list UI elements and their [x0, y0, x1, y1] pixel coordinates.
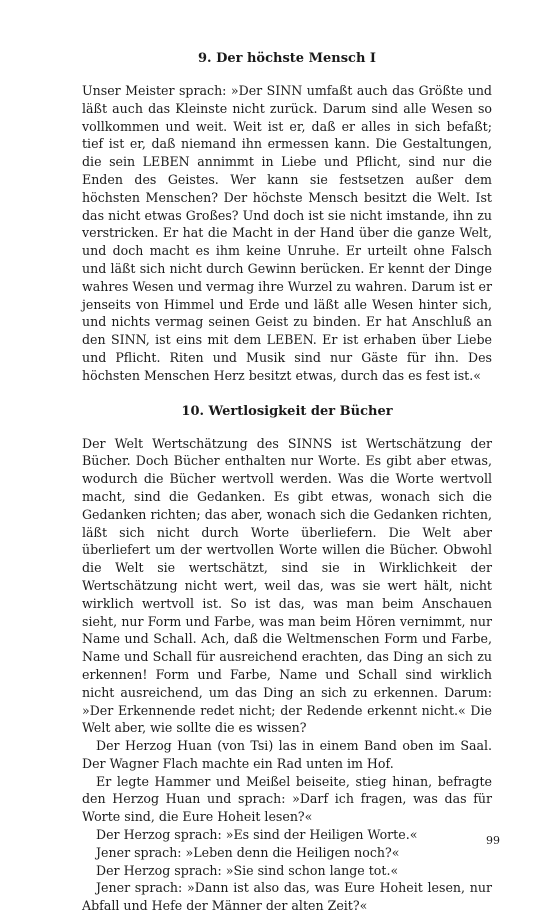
page-body [82, 50, 492, 915]
paragraph: Der Herzog Huan (von Tsi) las in einem Band oben im Saal. Der Wagner Flach machte ein Rad unten im Hof. [82, 738, 492, 771]
section-9 [82, 50, 492, 385]
paragraph: Unser Meister sprach: »Der SINN umfaßt auch das Größte und läßt auch das Kleinste nicht zurück. Darum sind alle Wesen so vollkommen und weit. Weit ist er, daß er alles in sich befaßt; tief ist er, daß niemand ihn ermessen kann. Die Gestaltungen, die sein LEBEN annimmt in Liebe und Pflicht, sind nur die Enden des Geistes. Wer kann sie festsetzen außer dem höchsten Menschen? Der höchste Mensch besitzt die Welt. Ist das nicht etwas Großes? Und doch ist sie nicht imstande, ihn zu verstricken. Er hat die Macht in der Hand über die ganze Welt, und doch macht es ihm keine Unruhe. Er urteilt ohne Falsch und läßt sich nicht durch Gewinn berücken. Er kennt der Dinge wahres Wesen und vermag ihre Wurzel zu wahren. Darum ist er jenseits von Himmel und Erde und läßt alle Wesen hinter sich, und nichts vermag seinen Geist zu binden. Er hat Anschluß an den SINN, ist eins mit dem LEBEN. Er ist erhaben über Liebe und Pflicht. Riten und Musik sind nur Gäste für ihn. Des höchsten Menschen Herz besitzt etwas, durch das es fest ist.« [82, 83, 492, 383]
paragraph: Er legte Hammer und Meißel beiseite, stieg hinan, befragte den Herzog Huan und sprach: »Darf ich fragen, was das für Worte sind, die Eure Hoheit lesen?« [82, 773, 492, 825]
paragraph: Der Welt Wertschätzung des SINNS ist Wertschätzung der Bücher. Doch Bücher enthalten nur Worte. Es gibt aber etwas, wodurch die Bücher wertvoll werden. Was die Worte wertvoll macht, sind die Gedanken. Es gibt etwas, wonach sich die Gedanken richten; das aber, wonach sich die Gedanken richten, läßt sich nicht durch Worte überliefern. Die Welt aber überliefert um der wertvollen Worte willen die Bücher. Obwohl die Welt sie wertschätzt, sind sie in Wirklichkeit der Wertschätzung nicht wert, weil das, was sie wert hält, nicht wirklich wertvoll ist. So ist das, was man beim Anschauen sieht, nur Form und Farbe, was man beim Hören vernimmt, nur Name und Schall. Ach, daß die Weltmenschen Form und Farbe, Name und Schall für ausreichend erachten, das Ding an sich zu erkennen! Form und Farbe, Name und Schall sind wirklich nicht ausreichend, um das Ding an sich zu erkennen. Darum: »Der Erkennende redet nicht; der Redende erkennt nicht.« Die Welt aber, wie sollte die es wissen? [82, 435, 492, 736]
paragraph: Jener sprach: »Dann ist also das, was Eure Hoheit lesen, nur Abfall und Hefe der Männer der alten Zeit?« [82, 880, 492, 914]
paragraph: Jener sprach: »Leben denn die Heiligen noch?« [96, 844, 400, 860]
paragraph: Der Herzog sprach: »Sie sind schon lange tot.« [96, 862, 399, 878]
section-heading: 9. Der höchste Mensch I [197, 51, 377, 66]
paragraph: Der Herzog sprach: »Es sind der Heiligen Worte.« [96, 827, 418, 843]
section-heading: 10. Wertlosigkeit der Bücher [181, 403, 393, 419]
page-number: 99 [486, 834, 500, 847]
section-10 [82, 403, 492, 915]
